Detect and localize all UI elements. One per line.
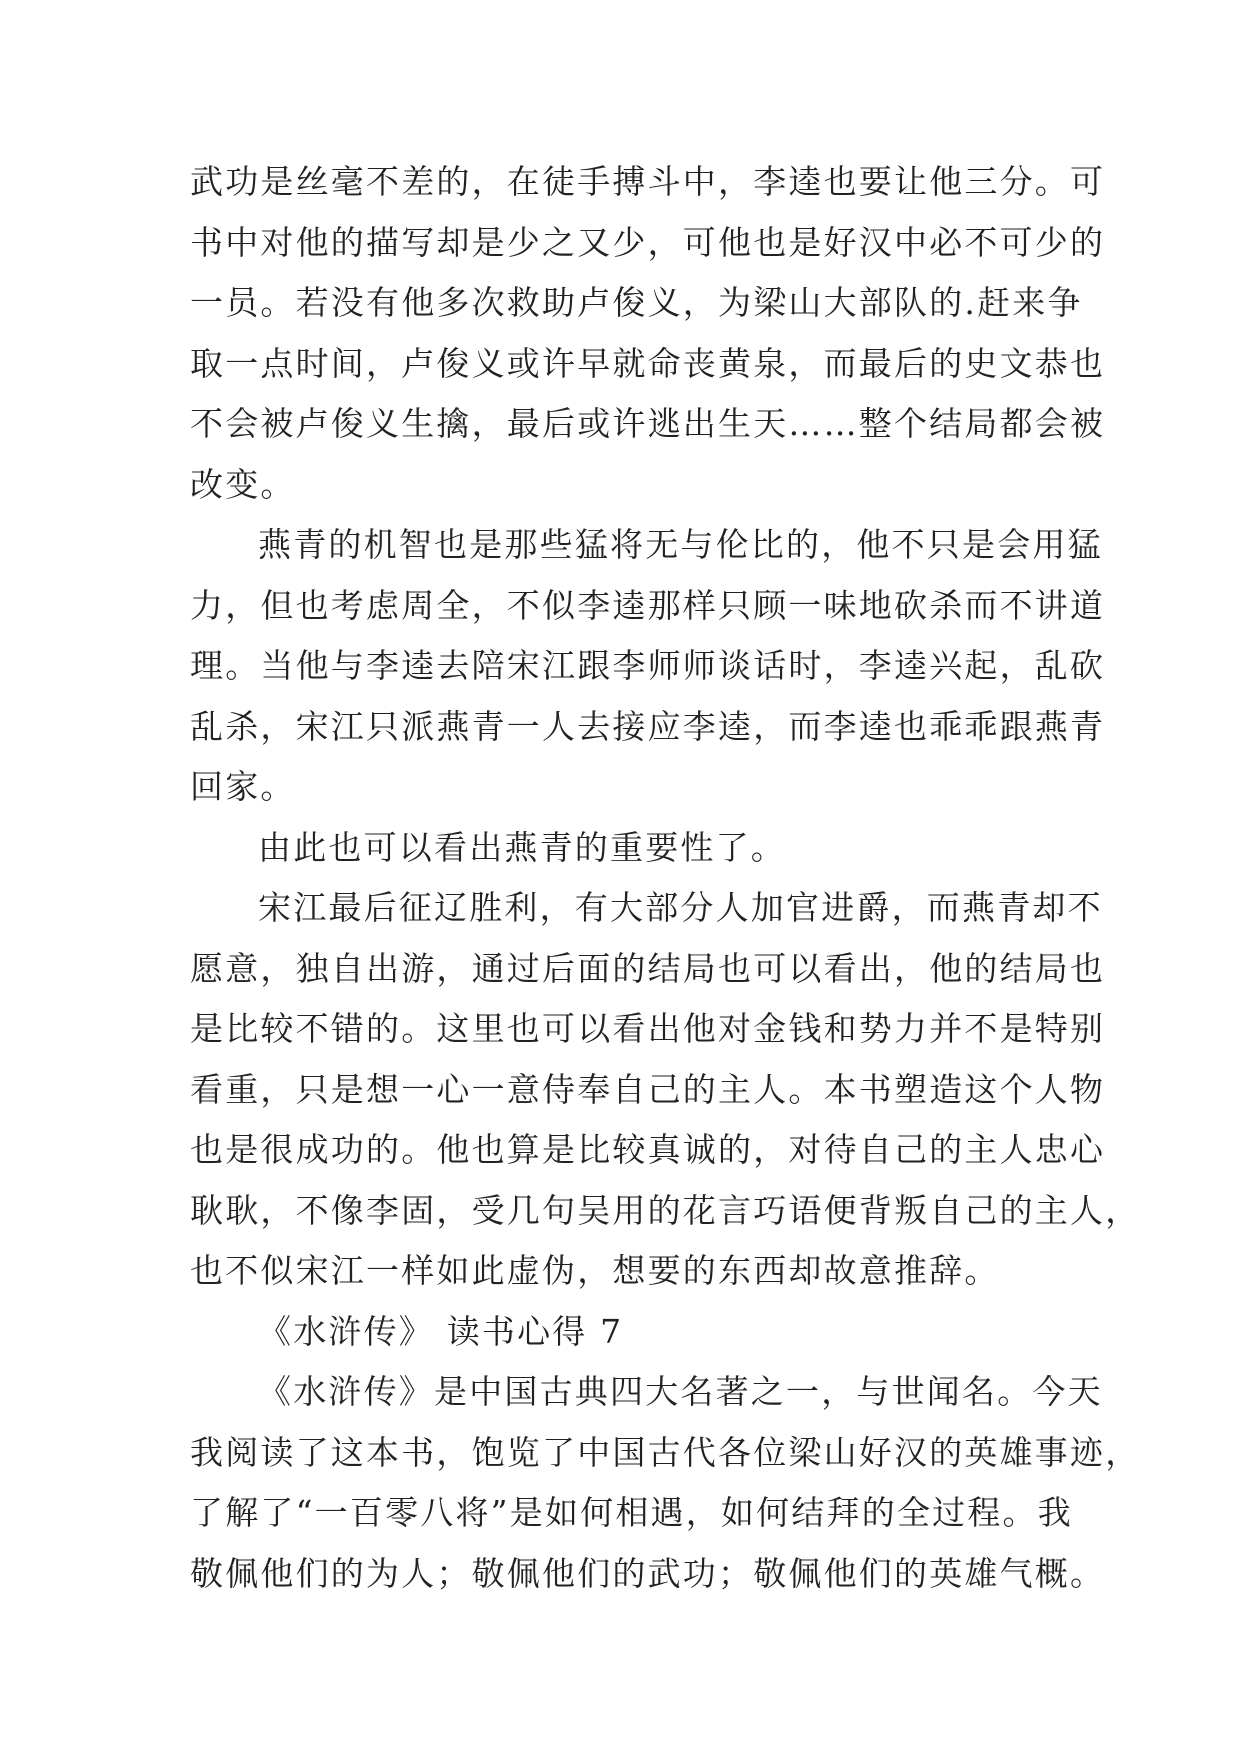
document-body (190, 152, 1141, 1604)
text-line: 愿意，独自出游，通过后面的结局也可以看出，他的结局也 (190, 948, 1106, 988)
text-line: 也是很成功的。他也算是比较真诚的，对待自己的主人忠心 (190, 1130, 1106, 1169)
text-line: 宋江最后征辽胜利，有大部分人加官进爵，而燕青却不 (258, 888, 1103, 927)
text-line: 由此也可以看出燕青的重要性了。 (258, 827, 786, 867)
text-line: 了解了“一百零八将”是如何相遇，如何结拜的全过程。我 (190, 1493, 1073, 1532)
text-line: 不会被卢俊义生擒，最后或许逃出生天……整个结局都会被 (190, 404, 1106, 443)
text-line: 一员。若没有他多次救助卢俊义，为梁山大部队的.赶来争 (190, 283, 1083, 322)
text-line: 改变。 (190, 464, 296, 504)
text-line: 耿耿，不像李固，受几句吴用的花言巧语便背叛自己的主人， (190, 1190, 1141, 1230)
text-line: 燕青的机智也是那些猛将无与伦比的，他不只是会用猛 (258, 525, 1103, 564)
text-line: 取一点时间，卢俊义或许早就命丧黄泉，而最后的史文恭也 (190, 343, 1106, 383)
text-line: 乱杀，宋江只派燕青一人去接应李逵，而李逵也乖乖跟燕青 (190, 706, 1106, 746)
text-line: 武功是丝毫不差的，在徒手搏斗中，李逵也要让他三分。可 (190, 162, 1106, 201)
text-line: 《水浒传》是中国古典四大名著之一，与世闻名。今天 (258, 1372, 1103, 1411)
text-line: 敬佩他们的为人；敬佩他们的武功；敬佩他们的英雄气概。 (190, 1553, 1106, 1593)
text-line: 看重，只是想一心一意侍奉自己的主人。本书塑造这个人物 (190, 1069, 1106, 1109)
text-line: 书中对他的描写却是少之又少，可他也是好汉中必不可少的 (190, 222, 1106, 262)
text-line: 回家。 (190, 767, 296, 806)
text-line: 是比较不错的。这里也可以看出他对金钱和势力并不是特别 (190, 1009, 1106, 1048)
text-line: 理。当他与李逵去陪宋江跟李师师谈话时，李逵兴起，乱砍 (190, 646, 1106, 685)
text-line: 也不似宋江一样如此虚伪，想要的东西却故意推辞。 (190, 1251, 1000, 1290)
section-heading: 《水浒传》 读书心得 7 (258, 1311, 624, 1351)
text-line: 力，但也考虑周全，不似李逵那样只顾一味地砍杀而不讲道 (190, 585, 1106, 625)
text-line: 我阅读了这本书，饱览了中国古代各位梁山好汉的英雄事迹， (190, 1432, 1141, 1472)
